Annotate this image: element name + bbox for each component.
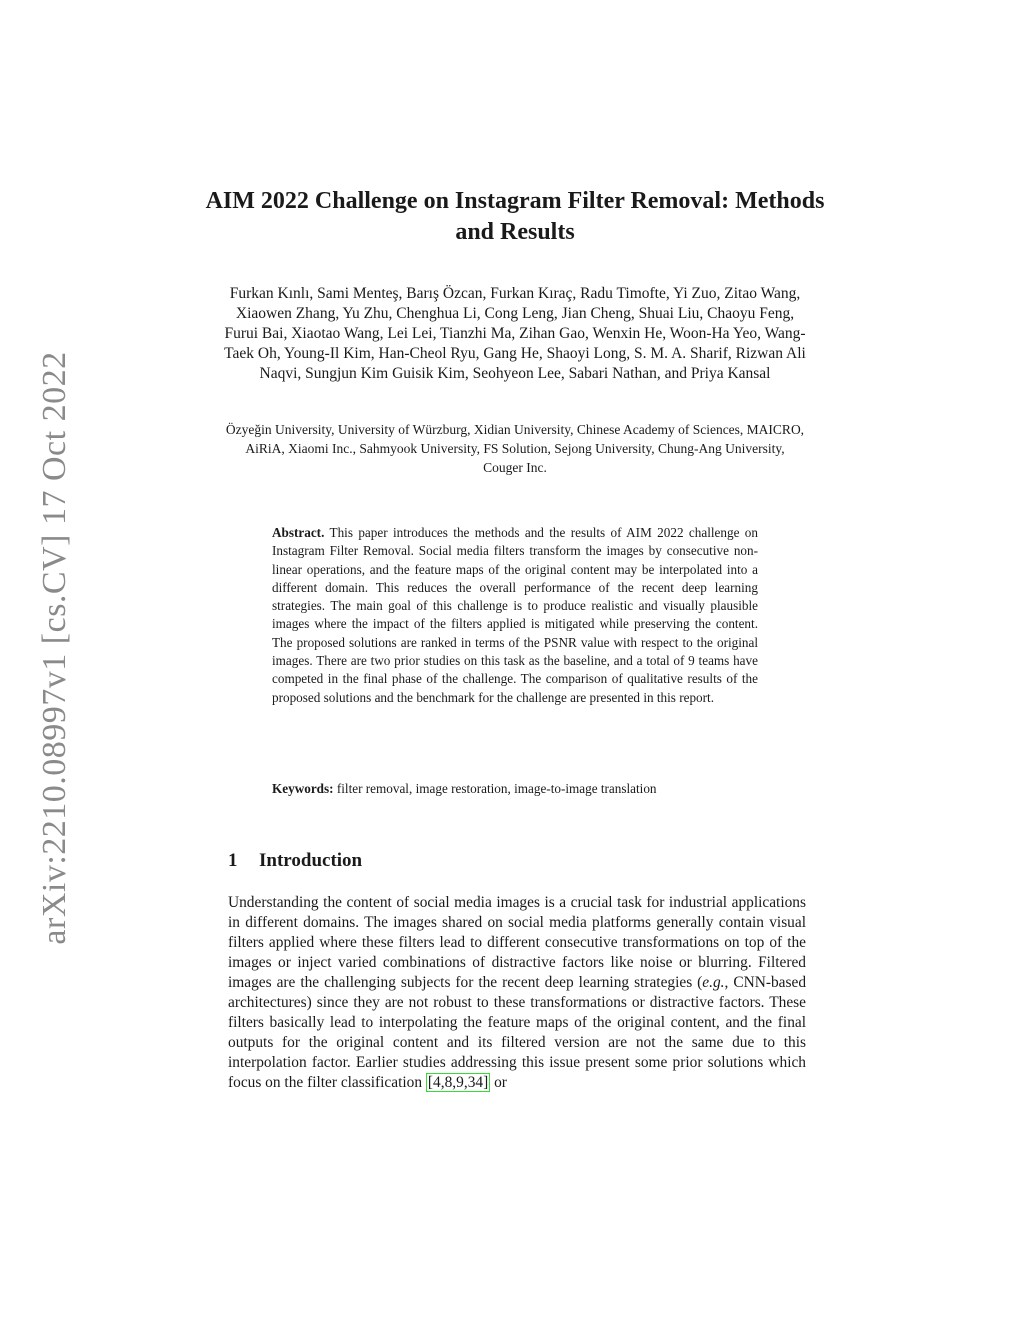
keywords: [272, 780, 758, 798]
intro-text-part-3: or: [490, 1074, 507, 1091]
section-number: 1: [228, 850, 238, 871]
arxiv-identifier-stamp: arXiv:2210.08997v1 [cs.CV] 17 Oct 2022: [36, 351, 73, 945]
author-list: Furkan Kınlı, Sami Menteş, Barış Özcan, Furkan Kıraç, Radu Timofte, Yi Zuo, Zitao Wang, Xiaowen Zhang, Yu Zhu, Chenghua Li, Cong Leng, Jian Cheng, Shuai Liu, Chaoyu Feng, Furui Bai, Xiaotao Wang, Lei Lei, Tianzhi Ma, Zihan Gao, Wenxin He, Woon-Ha Yeo, Wang-Taek Oh, Young-Il Kim, Han-Cheol Ryu, Gang He, Shaoyi Long, S. M. A. Sharif, Rizwan Ali Naqvi, Sungjun Kim Guisik Kim, Seohyeon Lee, Sabari Nathan, and Priya Kansal: [224, 285, 806, 382]
intro-text-part-2: , CNN-based architectures) since they are not robust to these transformations or distractive factors. These filters basically lead to interpolating the feature maps of the original content, and the final outputs for the original content and its filtered version are not the same due to this interpolation factor. Earlier studies addressing this issue present some prior solutions which focus on the filter classification: [228, 974, 807, 1091]
intro-eg: e.g.: [702, 974, 725, 991]
citation-ref-34[interactable]: 34: [467, 1074, 484, 1091]
citation-ref-9[interactable]: 9: [456, 1074, 464, 1091]
abstract-label: Abstract.: [272, 525, 325, 540]
citation-ref-4[interactable]: 4: [433, 1074, 441, 1091]
citation-ref-8[interactable]: 8: [444, 1074, 453, 1091]
introduction-paragraph: [228, 893, 806, 1093]
abstract-text: This paper introduces the methods and the results of AIM 2022 challenge on Instagram Filter Removal. Social media filters transform the images by consecutive non-linear operations, and the feature maps of the original content may be interpolated into a different domain. This reduces the overall performance of the recent deep learning strategies. The main goal of this challenge is to produce realistic and visually plausible images where the impact of the filters applied is mitigated while preserving the content. The proposed solutions are ranked in terms of the PSNR value with respect to the original images. There are two prior studies on this task as the baseline, and a total of 9 teams have competed in the final phase of the challenge. The comparison of qualitative results of the proposed solutions and the benchmark for the challenge are presented in this report.: [272, 525, 758, 705]
intro-text-part-1: Understanding the content of social media images is a crucial task for industrial applications in different domains. The images shared on social media platforms generally contain visual filters applied where these filters lead to different consecutive transformations on top of the images or inject varied combinations of distractive factors like noise or blurring. Filtered images are the challenging subjects for the recent deep learning strategies (: [228, 894, 806, 991]
citation-links: [4,8,9,34]: [427, 1074, 489, 1091]
affiliation-list: Özyeğin University, University of Würzburg, Xidian University, Chinese Academy of Sciences, MAICRO, AiRiA, Xiaomi Inc., Sahmyook University, FS Solution, Sejong University, Chung-Ang University, Couger Inc.: [225, 422, 805, 475]
abstract: [272, 524, 758, 707]
section-title: Introduction: [259, 850, 363, 871]
keywords-label: Keywords:: [272, 781, 334, 796]
keywords-text: filter removal, image restoration, image-to-image translation: [336, 781, 657, 796]
section-heading-introduction: [228, 850, 362, 872]
paper-title: AIM 2022 Challenge on Instagram Filter Removal: Methods and Results: [205, 188, 825, 245]
